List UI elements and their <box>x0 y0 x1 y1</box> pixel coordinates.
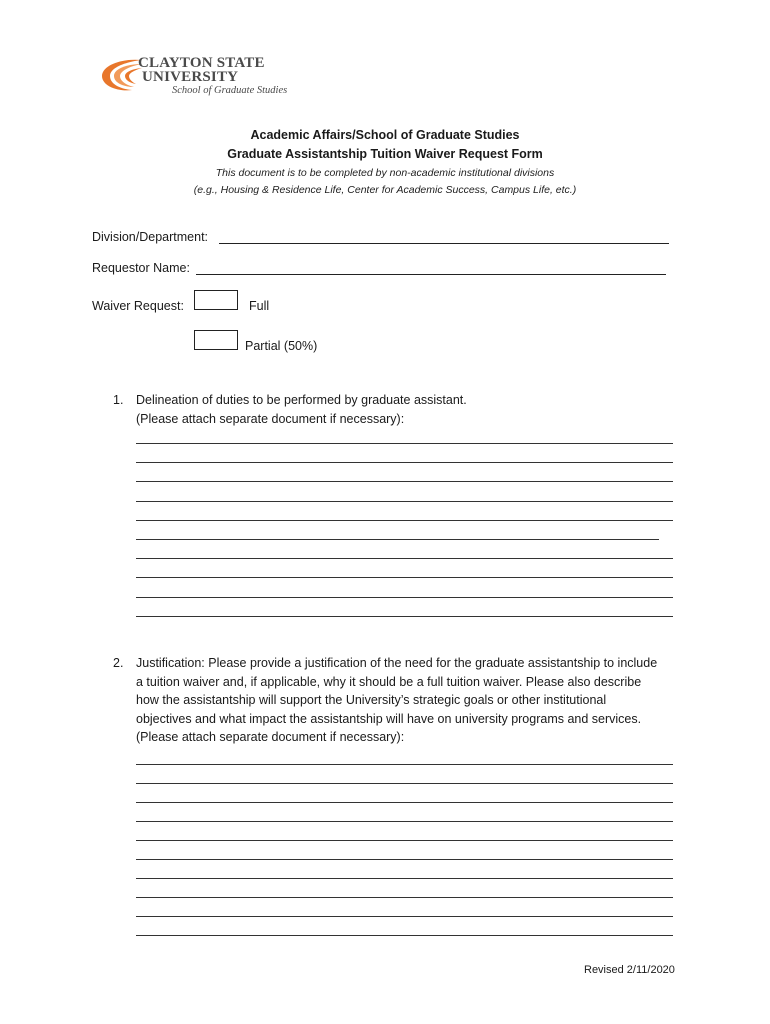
answer-line[interactable] <box>136 462 673 463</box>
answer-line[interactable] <box>136 443 673 444</box>
logo-name-line2: UNIVERSITY <box>142 69 239 85</box>
answer-line[interactable] <box>136 539 659 540</box>
answer-line[interactable] <box>136 481 673 482</box>
answer-line[interactable] <box>136 859 673 860</box>
answer-line[interactable] <box>136 802 673 803</box>
question-2-line: Justification: Please provide a justification of the need for the graduate assistantship to include <box>136 656 658 670</box>
form-subtitle-line2: (e.g., Housing & Residence Life, Center for Academic Success, Campus Life, etc.) <box>193 184 577 196</box>
question-2-line: (Please attach separate document if necessary): <box>136 730 405 744</box>
logo-school-name: School of Graduate Studies <box>172 85 288 96</box>
question-2-line: how the assistantship will support the University’s strategic goals or other institutional <box>136 693 607 707</box>
question-1-text <box>136 391 467 428</box>
answer-line[interactable] <box>136 520 673 521</box>
requestor-input-line[interactable] <box>196 274 666 275</box>
waiver-label: Waiver Request: <box>92 299 184 313</box>
question-2-line: objectives and what impact the assistantship will have on university programs and services. <box>136 711 642 726</box>
answer-line[interactable] <box>136 616 673 617</box>
answer-line[interactable] <box>136 897 673 898</box>
full-option-label: Full <box>249 299 270 313</box>
answer-line[interactable] <box>136 577 673 578</box>
question-1-line: Delineation of duties to be performed by graduate assistant. <box>136 393 467 407</box>
question-2-number: 2. <box>113 656 124 670</box>
answer-line[interactable] <box>136 501 673 502</box>
form-subtitle-line1: This document is to be completed by non-academic institutional divisions <box>215 167 555 179</box>
partial-waiver-checkbox[interactable] <box>194 330 238 350</box>
question-2-line: a tuition waiver and, if applicable, why it should be a full tuition waiver. Please also describe <box>136 674 642 689</box>
form-title-line1: Academic Affairs/School of Graduate Studies <box>250 128 520 142</box>
division-input-line[interactable] <box>219 243 669 244</box>
question-1-number: 1. <box>113 393 124 407</box>
answer-line[interactable] <box>136 597 673 598</box>
answer-line[interactable] <box>136 821 673 822</box>
question-2-text <box>136 654 657 747</box>
revision-date: Revised 2/11/2020 <box>584 964 675 976</box>
answer-line[interactable] <box>136 764 673 765</box>
partial-option-label: Partial (50%) <box>245 339 318 353</box>
full-waiver-checkbox[interactable] <box>194 290 238 310</box>
answer-line[interactable] <box>136 783 673 784</box>
answer-line[interactable] <box>136 878 673 879</box>
question-1-line: (Please attach separate document if necessary): <box>136 411 405 426</box>
university-logo <box>98 50 298 102</box>
answer-line[interactable] <box>136 916 673 917</box>
requestor-label: Requestor Name: <box>92 261 190 275</box>
form-title-line2: Graduate Assistantship Tuition Waiver Request Form <box>227 147 543 161</box>
answer-line[interactable] <box>136 935 673 936</box>
answer-line[interactable] <box>136 558 673 559</box>
division-label: Division/Department: <box>92 230 209 244</box>
answer-line[interactable] <box>136 840 673 841</box>
logo-name-line1: CLAYTON STATE <box>138 55 265 71</box>
